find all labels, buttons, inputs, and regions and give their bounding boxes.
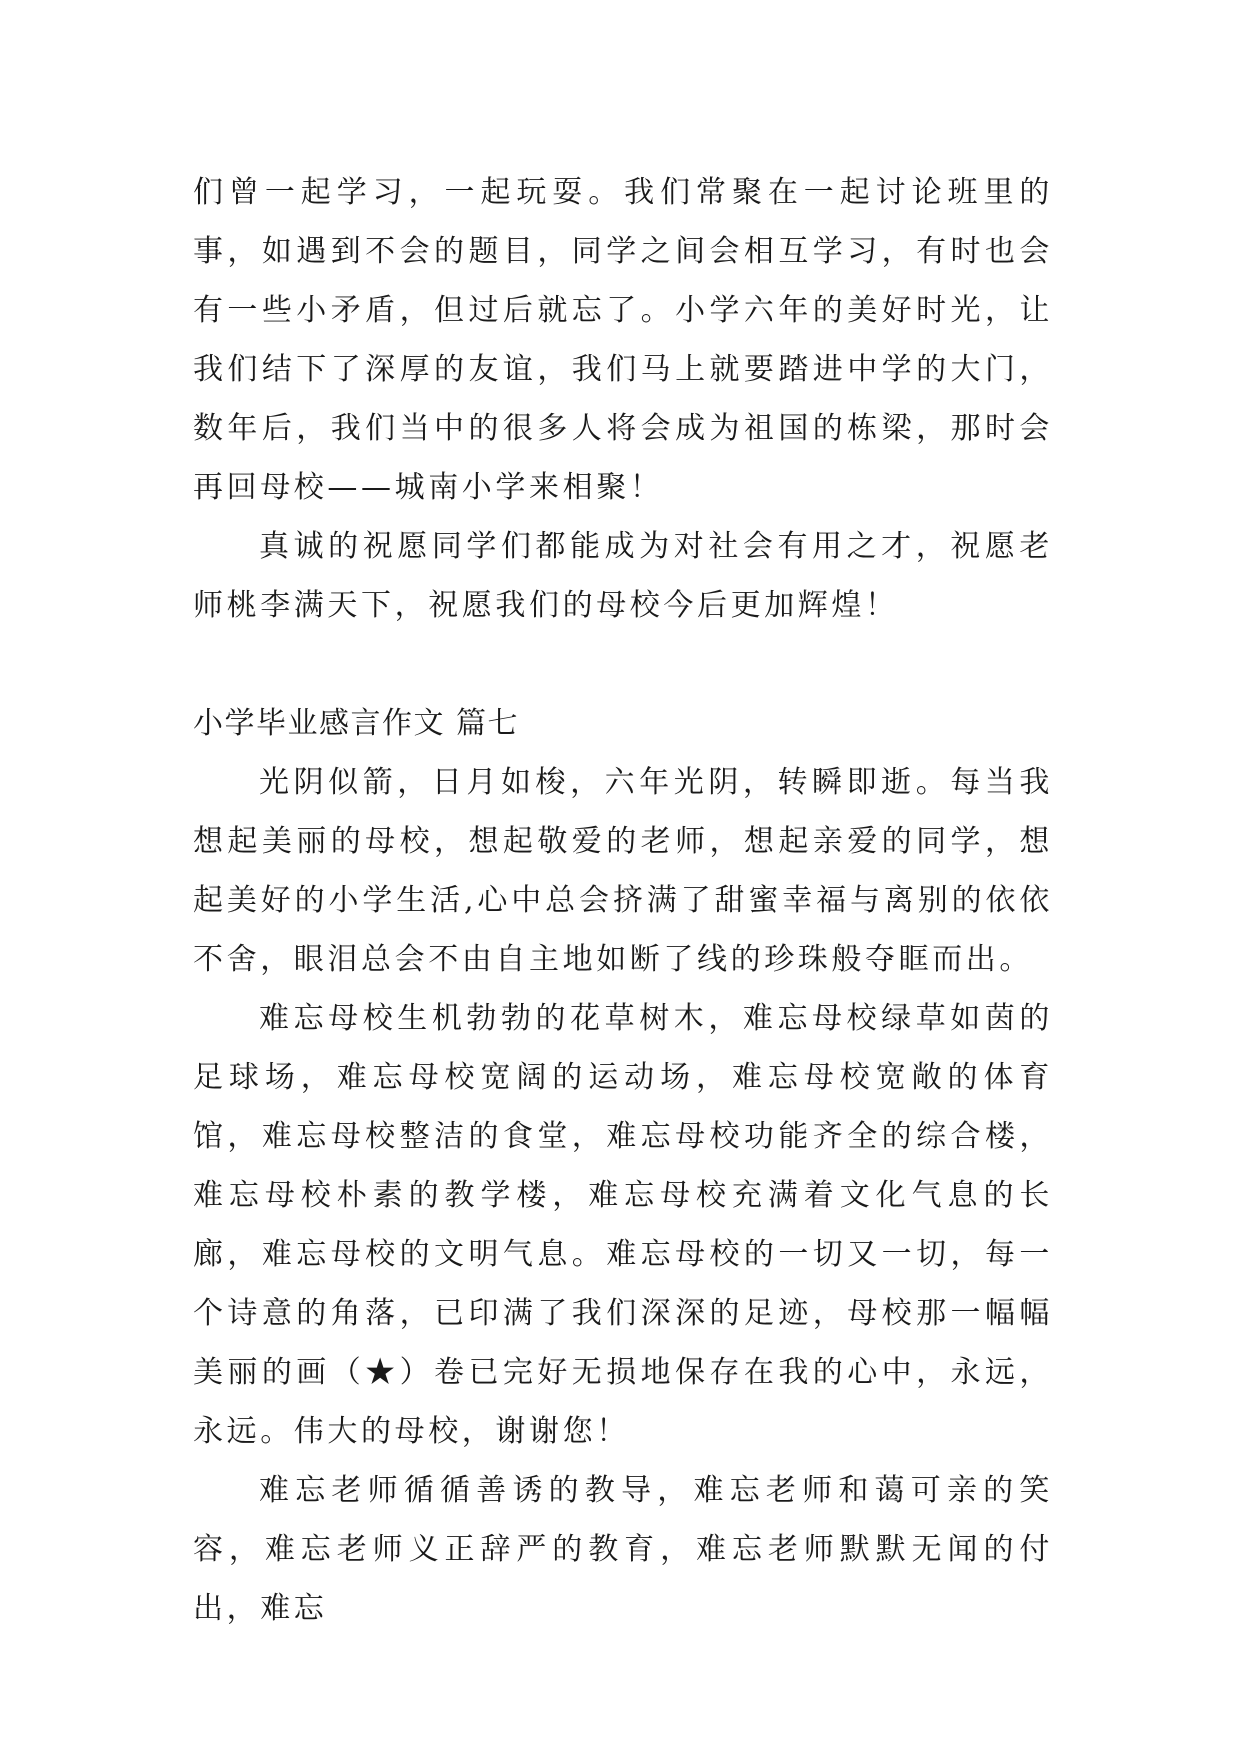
section-heading: 小学毕业感言作文 篇七 bbox=[193, 706, 520, 741]
paragraph-intro: 光阴似箭，日月如梭，六年光阴，转瞬即逝。每当我想起美丽的母校，想起敬爱的老师，想起亲爱的同学，想起美好的小学生活,心中总会挤满了甜蜜幸福与离别的依依不舍，眼泪总会不由自主地如断了线的珍珠般夺眶而出。 bbox=[193, 765, 1053, 977]
document-body bbox=[193, 163, 1053, 1638]
paragraph-wishes: 真诚的祝愿同学们都能成为对社会有用之才，祝愿老师桃李满天下，祝愿我们的母校今后更加辉煌！ bbox=[193, 529, 1053, 623]
paragraph-teacher-memories: 难忘老师循循善诱的教导，难忘老师和蔼可亲的笑容，难忘老师义正辞严的教育，难忘老师默默无闻的付出，难忘 bbox=[193, 1473, 1053, 1626]
paragraph-continued: 们曾一起学习，一起玩耍。我们常聚在一起讨论班里的事，如遇到不会的题目，同学之间会相互学习，有时也会有一些小矛盾，但过后就忘了。小学六年的美好时光，让我们结下了深厚的友谊，我们马上就要踏进中学的大门，数年后，我们当中的很多人将会成为祖国的栋梁，那时会再回母校——城南小学来相聚！ bbox=[193, 175, 1053, 505]
paragraph-school-memories: 难忘母校生机勃勃的花草树木，难忘母校绿草如茵的足球场，难忘母校宽阔的运动场，难忘母校宽敞的体育馆，难忘母校整洁的食堂，难忘母校功能齐全的综合楼，难忘母校朴素的教学楼，难忘母校充满着文化气息的长廊，难忘母校的文明气息。难忘母校的一切又一切，每一个诗意的角落，已印满了我们深深的足迹，母校那一幅幅美丽的画（★）卷已完好无损地保存在我的心中，永远，永远。伟大的母校，谢谢您！ bbox=[193, 1001, 1053, 1449]
section-gap bbox=[193, 635, 1053, 694]
